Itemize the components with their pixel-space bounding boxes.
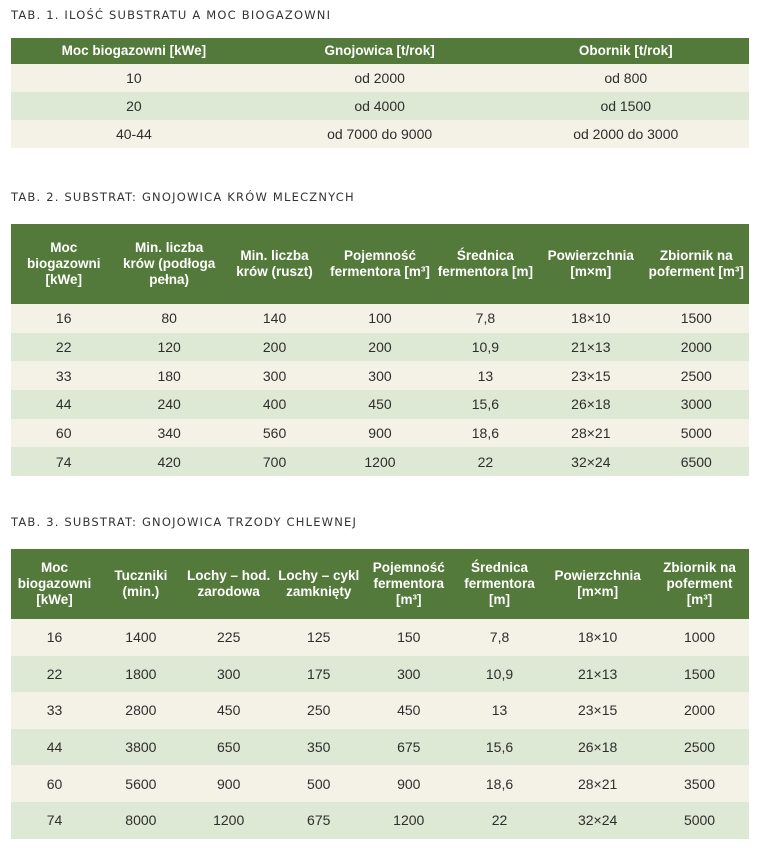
table-cell: 18,6 (433, 419, 538, 448)
table-cell: 18,6 (454, 765, 546, 802)
table-3-caption: TAB. 3. SUBSTRAT: GNOJOWICA TRZODY CHLEWNEJ (11, 515, 358, 529)
table-cell: 1200 (184, 802, 274, 839)
column-header: Pojemność fermentora [m³] (364, 549, 454, 619)
column-header: Powierzchnia [m×m] (545, 549, 650, 619)
column-header: Min. liczba krów (podłoga pełna) (116, 224, 221, 304)
table-cell: 2500 (650, 729, 749, 766)
column-header: Średnica fermentora [m] (433, 224, 538, 304)
table-cell: 650 (184, 729, 274, 766)
table-cell: 22 (454, 802, 546, 839)
table-1-header (11, 38, 749, 64)
table-cell: 900 (327, 419, 432, 448)
table-2-header (11, 224, 749, 304)
table-row (11, 120, 749, 148)
table-cell: 300 (222, 361, 327, 390)
table-2-caption: TAB. 2. SUBSTRAT: GNOJOWICA KRÓW MLECZNYCH (11, 190, 355, 204)
table-row (11, 656, 749, 693)
table-row (11, 619, 749, 656)
table-row (11, 692, 749, 729)
table-cell: 500 (274, 765, 364, 802)
table-cell: 2800 (98, 692, 184, 729)
table-cell: 675 (274, 802, 364, 839)
table-cell: 18×10 (545, 619, 650, 656)
table-cell: 26×18 (538, 390, 643, 419)
table-row (11, 765, 749, 802)
column-header: Moc biogazowni [kWe] (11, 224, 116, 304)
table-cell: 300 (327, 361, 432, 390)
table-2-body (11, 304, 749, 476)
table-cell: 2500 (644, 361, 749, 390)
column-header: Lochy – cykl zamknięty (274, 549, 364, 619)
table-cell: 350 (274, 729, 364, 766)
table-cell: 7,8 (454, 619, 546, 656)
column-header: Moc biogazowni [kWe] (11, 549, 98, 619)
table-cell: od 7000 do 9000 (257, 120, 503, 148)
table-cell: 6500 (644, 447, 749, 476)
table-cell: 8000 (98, 802, 184, 839)
table-cell: 22 (11, 656, 98, 693)
table-3-pig-slurry (11, 549, 749, 839)
table-1-body (11, 64, 749, 148)
table-cell: 74 (11, 802, 98, 839)
table-1-caption: TAB. 1. ILOŚĆ SUBSTRATU A MOC BIOGAZOWNI (11, 8, 332, 22)
table-cell: 3800 (98, 729, 184, 766)
table-row (11, 92, 749, 120)
table-cell: 700 (222, 447, 327, 476)
column-header: Tuczniki (min.) (98, 549, 184, 619)
table-row (11, 361, 749, 390)
table-cell: 5000 (650, 802, 749, 839)
table-cell: 300 (184, 656, 274, 693)
table-cell: 1800 (98, 656, 184, 693)
table-cell: 175 (274, 656, 364, 693)
column-header: Pojemność fermentora [m³] (327, 224, 432, 304)
column-header: Gnojowica [t/rok] (257, 38, 503, 64)
table-cell: 450 (184, 692, 274, 729)
table-cell: od 800 (503, 64, 750, 92)
column-header: Powierzchnia [m×m] (538, 224, 643, 304)
table-cell: od 2000 (257, 64, 503, 92)
table-row (11, 802, 749, 839)
table-cell: 26×18 (545, 729, 650, 766)
table-cell: 1400 (98, 619, 184, 656)
table-cell: 2000 (644, 333, 749, 362)
table-cell: 44 (11, 390, 116, 419)
table-cell: 250 (274, 692, 364, 729)
table-row (11, 304, 749, 333)
table-cell: 1000 (650, 619, 749, 656)
header-row (11, 549, 749, 619)
table-cell: 240 (116, 390, 221, 419)
header-row (11, 224, 749, 304)
table-1-substrate-vs-power (11, 38, 749, 148)
table-cell: 100 (327, 304, 432, 333)
table-row (11, 64, 749, 92)
column-header: Lochy – hod. zarodowa (184, 549, 274, 619)
table-row (11, 447, 749, 476)
table-3-body (11, 619, 749, 839)
column-header: Zbiornik na poferment [m³] (644, 224, 749, 304)
table-row (11, 419, 749, 448)
table-cell: 200 (327, 333, 432, 362)
column-header: Obornik [t/rok] (503, 38, 750, 64)
table-cell: 10,9 (433, 333, 538, 362)
table-cell: 16 (11, 619, 98, 656)
table-cell: 28×21 (538, 419, 643, 448)
table-cell: 125 (274, 619, 364, 656)
table-row (11, 729, 749, 766)
table-cell: 450 (327, 390, 432, 419)
table-cell: 15,6 (433, 390, 538, 419)
table-cell: 40-44 (11, 120, 257, 148)
column-header: Średnica fermentora [m] (454, 549, 546, 619)
column-header: Min. liczba krów (ruszt) (222, 224, 327, 304)
header-row (11, 38, 749, 64)
table-cell: 560 (222, 419, 327, 448)
table-cell: 60 (11, 419, 116, 448)
table-2-cow-slurry (11, 224, 749, 476)
table-cell: 18×10 (538, 304, 643, 333)
table-cell: 28×21 (545, 765, 650, 802)
table-cell: 900 (364, 765, 454, 802)
table-cell: 5000 (644, 419, 749, 448)
table-cell: 200 (222, 333, 327, 362)
table-cell: 675 (364, 729, 454, 766)
table-cell: 33 (11, 361, 116, 390)
table-cell: 2000 (650, 692, 749, 729)
table-cell: 16 (11, 304, 116, 333)
table-cell: 74 (11, 447, 116, 476)
table-cell: 225 (184, 619, 274, 656)
table-cell: od 1500 (503, 92, 750, 120)
table-cell: 10,9 (454, 656, 546, 693)
table-cell: 60 (11, 765, 98, 802)
table-cell: od 2000 do 3000 (503, 120, 750, 148)
table-cell: 21×13 (545, 656, 650, 693)
table-cell: 32×24 (545, 802, 650, 839)
table-cell: 23×15 (538, 361, 643, 390)
table-cell: 450 (364, 692, 454, 729)
table-cell: 1200 (364, 802, 454, 839)
table-cell: 3000 (644, 390, 749, 419)
table-cell: 900 (184, 765, 274, 802)
table-cell: 15,6 (454, 729, 546, 766)
table-cell: 3500 (650, 765, 749, 802)
table-cell: od 4000 (257, 92, 503, 120)
table-cell: 80 (116, 304, 221, 333)
table-cell: 32×24 (538, 447, 643, 476)
table-cell: 10 (11, 64, 257, 92)
table-cell: 13 (433, 361, 538, 390)
table-cell: 23×15 (545, 692, 650, 729)
table-cell: 1500 (650, 656, 749, 693)
table-cell: 21×13 (538, 333, 643, 362)
table-cell: 340 (116, 419, 221, 448)
table-cell: 33 (11, 692, 98, 729)
table-cell: 22 (11, 333, 116, 362)
table-cell: 22 (433, 447, 538, 476)
table-row (11, 390, 749, 419)
table-cell: 180 (116, 361, 221, 390)
table-cell: 13 (454, 692, 546, 729)
table-row (11, 333, 749, 362)
table-cell: 44 (11, 729, 98, 766)
table-cell: 150 (364, 619, 454, 656)
table-cell: 1200 (327, 447, 432, 476)
table-cell: 420 (116, 447, 221, 476)
column-header: Moc biogazowni [kWe] (11, 38, 257, 64)
table-3-header (11, 549, 749, 619)
table-cell: 140 (222, 304, 327, 333)
table-cell: 120 (116, 333, 221, 362)
table-cell: 5600 (98, 765, 184, 802)
table-cell: 20 (11, 92, 257, 120)
table-cell: 300 (364, 656, 454, 693)
table-cell: 7,8 (433, 304, 538, 333)
table-cell: 1500 (644, 304, 749, 333)
column-header: Zbiornik na poferment [m³] (650, 549, 749, 619)
table-cell: 400 (222, 390, 327, 419)
